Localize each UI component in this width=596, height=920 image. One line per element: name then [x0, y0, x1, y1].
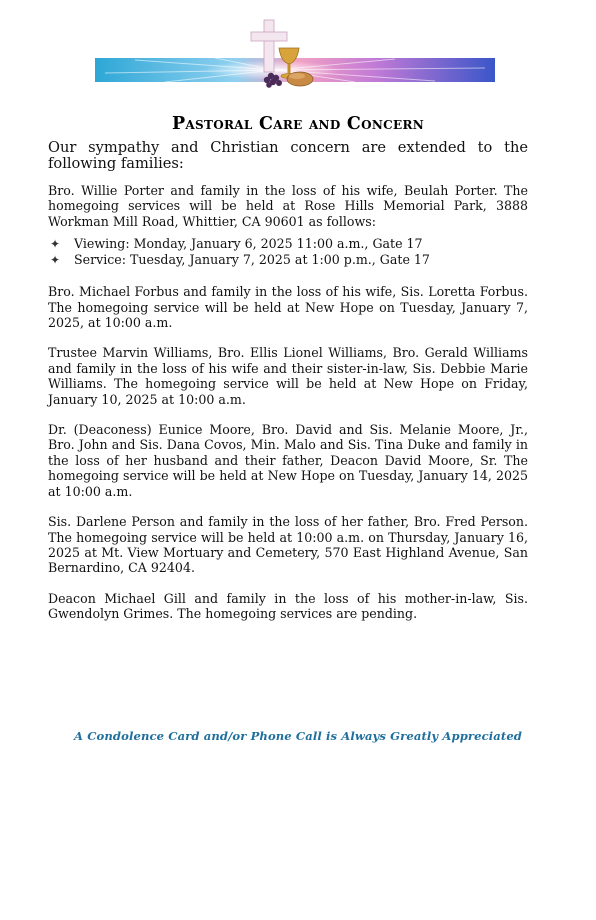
family-notice: Trustee Marvin Williams, Bro. Ellis Lionel Williams, Bro. Gerald Williams and family in the loss of his wife and their sister-in-law, Sis. Debbie Marie Williams. The homegoing service will be held at New Hope on Friday, January 10, 2025 at 10:00 a.m.: [48, 345, 528, 407]
family-notice: Bro. Willie Porter and family in the loss of his wife, Beulah Porter. The homegoing services will be held at Rose Hills Memorial Park, 3888 Workman Mill Road, Whittier, CA 90601 as follows:: [48, 183, 528, 229]
communion-banner: [95, 18, 495, 88]
family-notice: Deacon Michael Gill and family in the loss of his mother-in-law, Sis. Gwendolyn Grimes. The homegoing services are pending.: [48, 590, 528, 622]
star-bullet-icon: ✦: [50, 253, 61, 268]
schedule-item: [48, 252, 528, 268]
intro-text: Our sympathy and Christian concern are extended to the following families:: [48, 139, 528, 172]
family-notice: Bro. Michael Forbus and family in the loss of his wife, Sis. Loretta Forbus. The homegoing service will be held at New Hope on Tuesday, January 7, 2025, at 10:00 a.m.: [48, 284, 528, 331]
content: [48, 140, 528, 637]
communion-banner-art: [95, 18, 495, 88]
family-notice: Sis. Darlene Person and family in the loss of her father, Bro. Fred Person. The homegoing service will be held at 10:00 a.m. on Thursday, January 16, 2025 at Mt. View Mortuary and Cemetery, 570 East Highland Avenue, San Bernardino, CA 92404.: [48, 514, 528, 576]
schedule-item: [48, 236, 528, 252]
service-schedule: [48, 236, 528, 268]
schedule-item-text: Viewing: Monday, January 6, 2025 11:00 a.m., Gate 17: [74, 236, 423, 252]
page-title: Pastoral Care and Concern: [171, 114, 425, 134]
bread-icon: [287, 72, 313, 86]
star-bullet-icon: ✦: [50, 237, 61, 252]
footer-note: A Condolence Card and/or Phone Call is Always Greatly Appreciated: [74, 729, 522, 743]
family-notice: Dr. (Deaconess) Eunice Moore, Bro. David and Sis. Melanie Moore, Jr., Bro. John and Sis. Dana Covos, Min. Malo and Sis. Tina Duke and family in the loss of her husband and their father, Deacon David Moore, Sr. The homegoing service will be held at New Hope on Tuesday, January 14, 2025 at 10:00 a.m.: [48, 422, 528, 499]
schedule-item-text: Service: Tuesday, January 7, 2025 at 1:00 p.m., Gate 17: [74, 252, 430, 268]
